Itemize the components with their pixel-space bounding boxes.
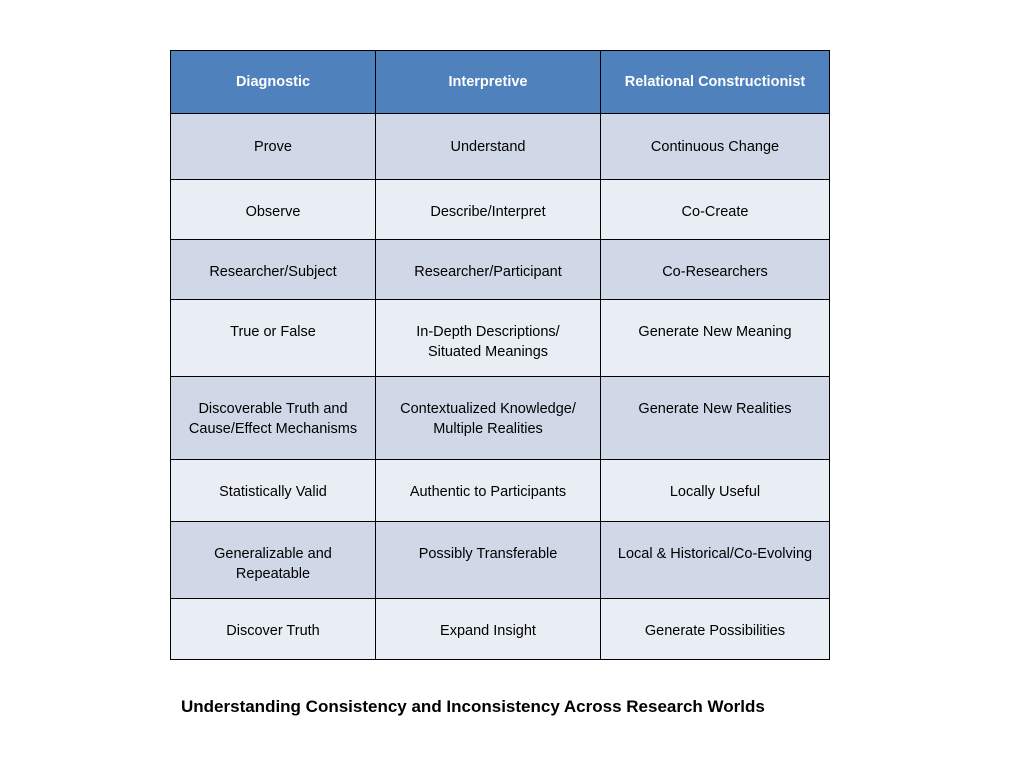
table-cell: Contextualized Knowledge/ Multiple Realities	[376, 377, 601, 460]
table-cell: Generalizable and Repeatable	[171, 522, 376, 599]
table-cell: Co-Researchers	[601, 240, 830, 300]
table-cell: Authentic to Participants	[376, 460, 601, 522]
table-row	[171, 300, 830, 377]
table-row	[171, 599, 830, 660]
table-row	[171, 180, 830, 240]
table-cell: In-Depth Descriptions/ Situated Meanings	[376, 300, 601, 377]
table-row	[171, 114, 830, 180]
header-relational-constructionist: Relational Constructionist	[601, 51, 830, 114]
table-cell: Prove	[171, 114, 376, 180]
table-cell: Researcher/Participant	[376, 240, 601, 300]
table-cell: Generate Possibilities	[601, 599, 830, 660]
table-row	[171, 460, 830, 522]
table-cell: Possibly Transferable	[376, 522, 601, 599]
table-cell: Continuous Change	[601, 114, 830, 180]
table-header-row	[171, 51, 830, 114]
table-row	[171, 377, 830, 460]
header-diagnostic: Diagnostic	[171, 51, 376, 114]
table-cell: Describe/Interpret	[376, 180, 601, 240]
table-cell: Co-Create	[601, 180, 830, 240]
table-cell: Expand Insight	[376, 599, 601, 660]
table-cell: Understand	[376, 114, 601, 180]
table-cell: Locally Useful	[601, 460, 830, 522]
header-interpretive: Interpretive	[376, 51, 601, 114]
slide-caption: Understanding Consistency and Inconsistency Across Research Worlds	[181, 697, 765, 716]
table-cell: Discoverable Truth and Cause/Effect Mechanisms	[171, 377, 376, 460]
table-cell: Researcher/Subject	[171, 240, 376, 300]
research-worlds-table	[170, 50, 830, 660]
table-cell: Discover Truth	[171, 599, 376, 660]
table-cell: True or False	[171, 300, 376, 377]
table-row	[171, 522, 830, 599]
table-row	[171, 240, 830, 300]
table-cell: Generate New Meaning	[601, 300, 830, 377]
table-cell: Local & Historical/Co-Evolving	[601, 522, 830, 599]
table-cell: Generate New Realities	[601, 377, 830, 460]
table-cell: Observe	[171, 180, 376, 240]
table-cell: Statistically Valid	[171, 460, 376, 522]
